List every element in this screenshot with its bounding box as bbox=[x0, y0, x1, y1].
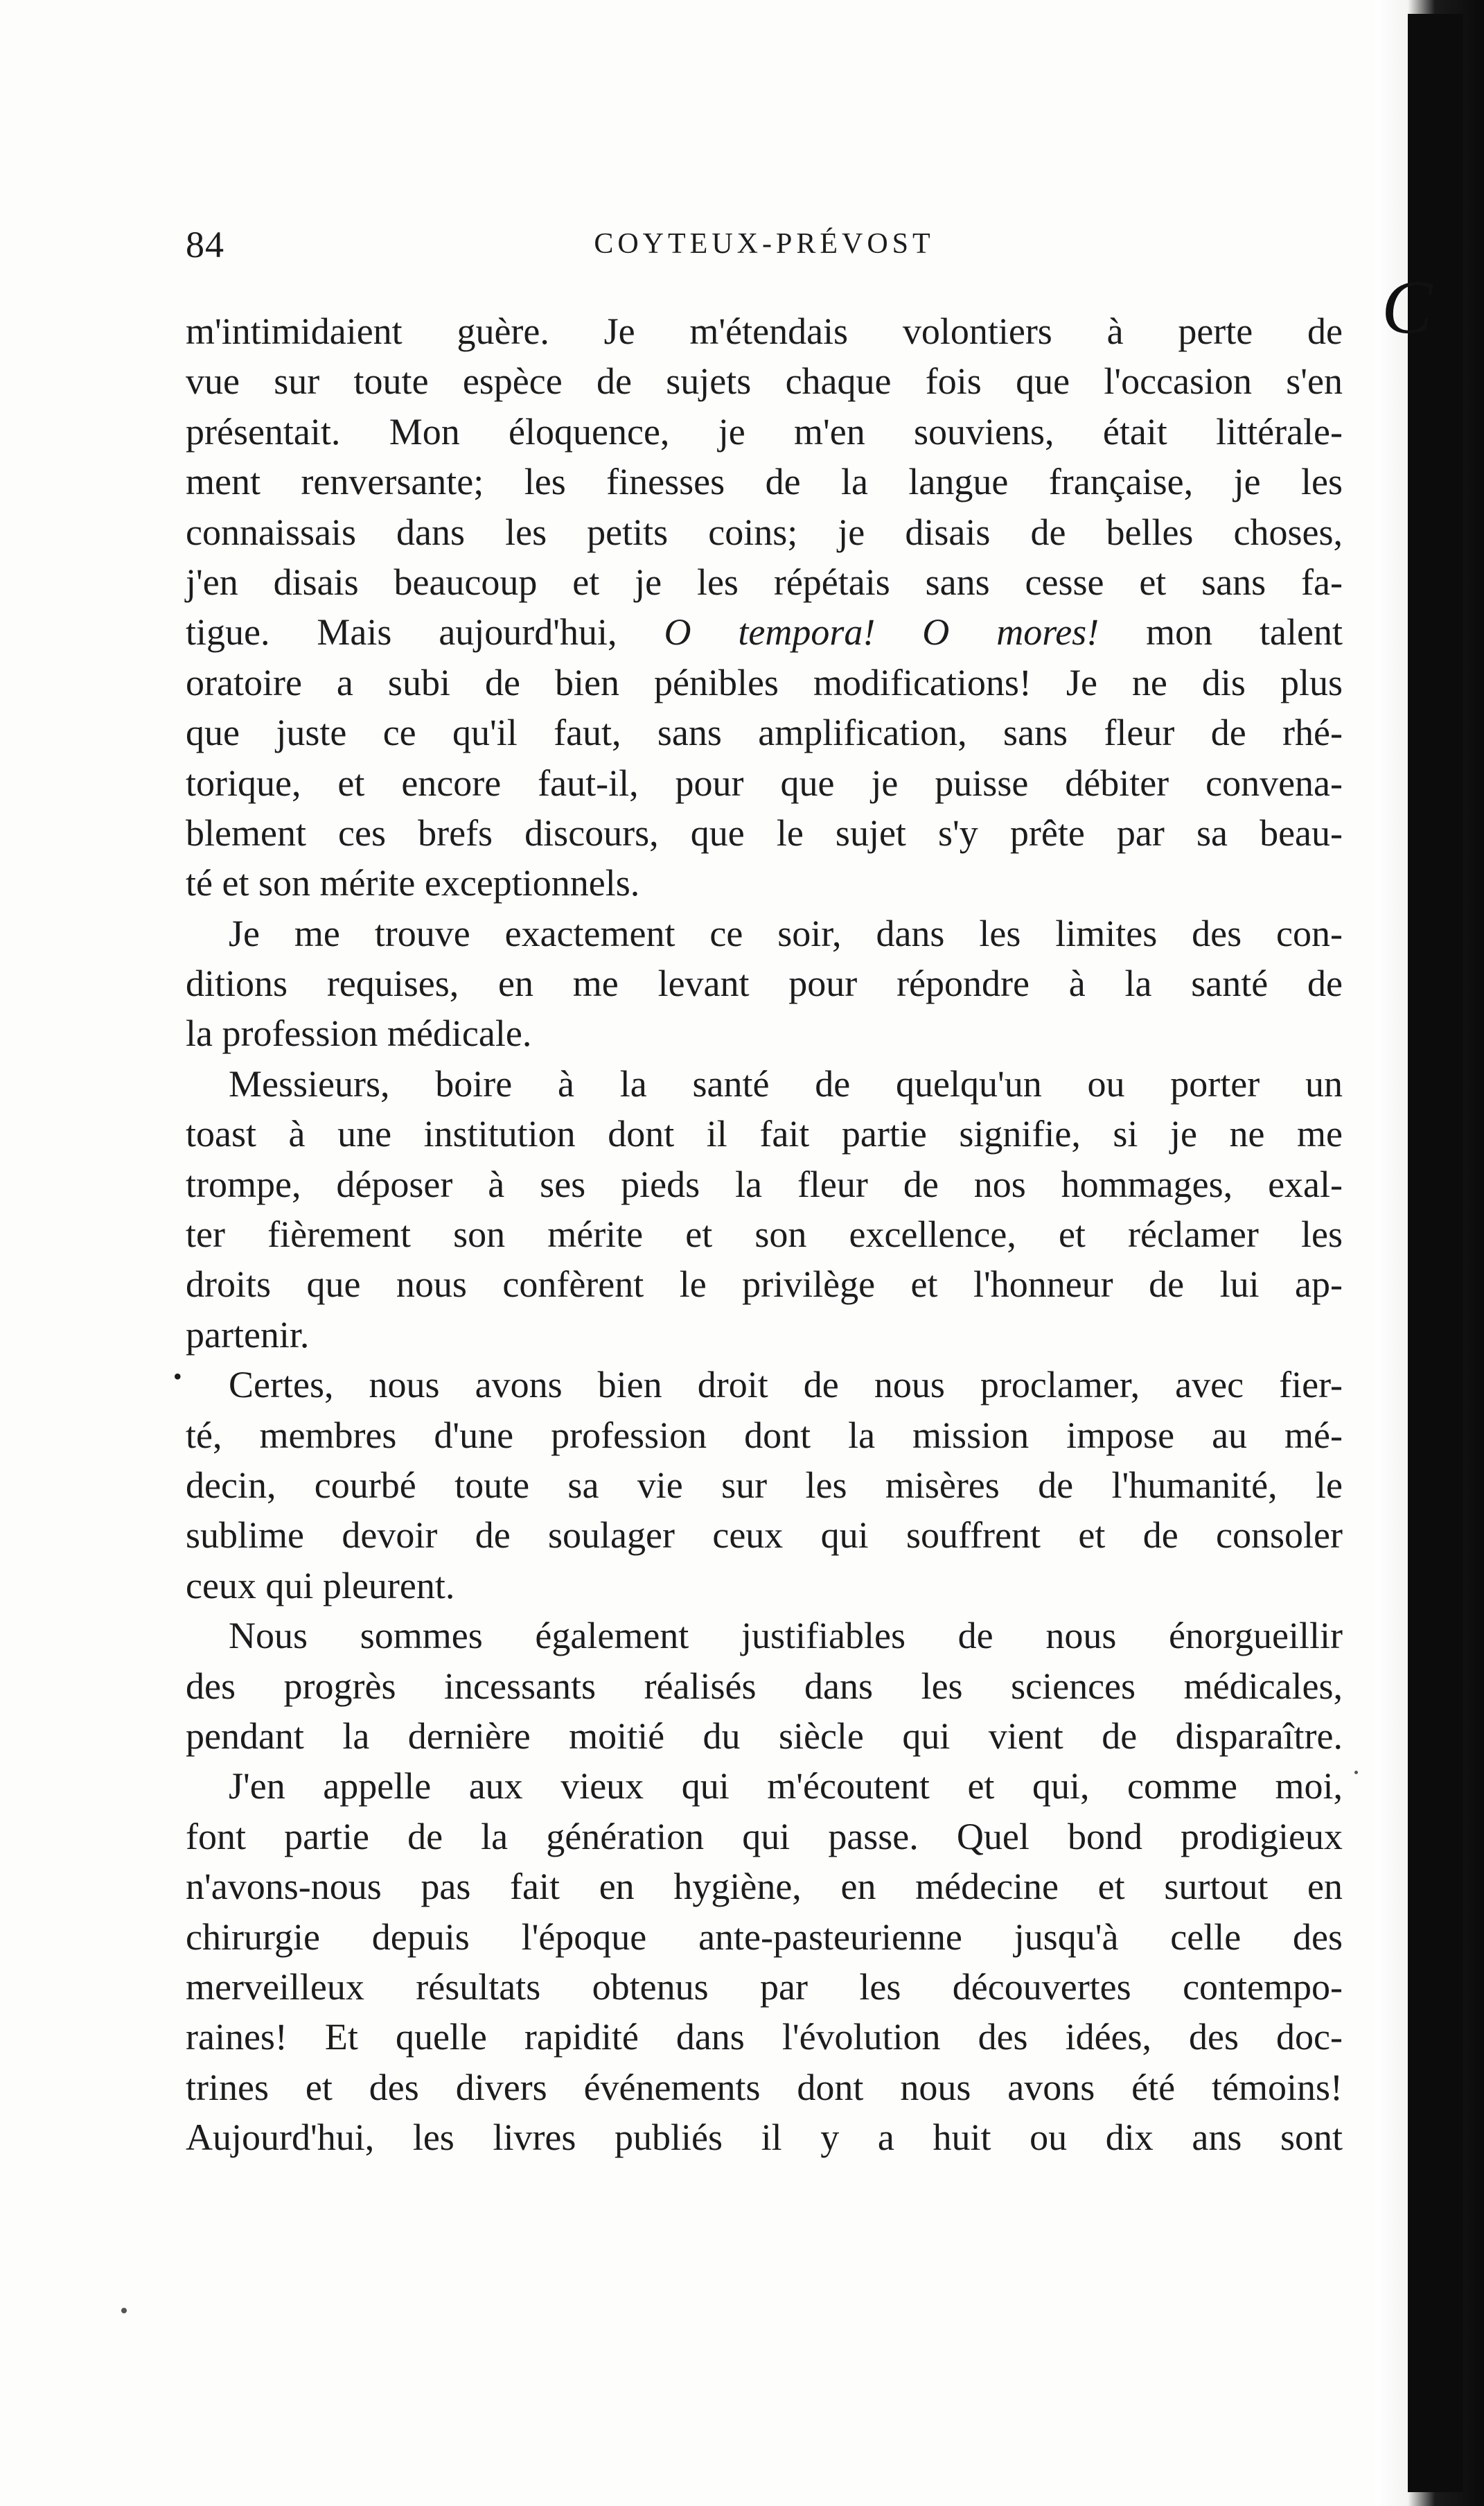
binding-edge-dark bbox=[1408, 14, 1463, 2492]
text-line: torique, et encore faut-il, pour que je puisse débiter convena- bbox=[186, 762, 1343, 804]
text-line: ceux qui pleurent. bbox=[186, 1564, 455, 1606]
text-line: connaissais dans les petits coins; je disais de belles choses, bbox=[186, 511, 1343, 553]
latin-quote: O tempora! O mores! bbox=[664, 611, 1099, 654]
text-line: blement ces brefs discours, que le sujet s'y prête par sa beau- bbox=[186, 812, 1343, 854]
running-title: COYTEUX-PRÉVOST bbox=[594, 228, 935, 260]
text-line: ment renversante; les finesses de la langue française, je les bbox=[186, 461, 1343, 503]
text-line: m'intimidaient guère. Je m'étendais volontiers à perte de bbox=[186, 310, 1343, 352]
text-run: mon talent bbox=[1099, 611, 1343, 654]
text-line: sublime devoir de soulager ceux qui souffrent et de consoler bbox=[186, 1514, 1343, 1557]
text-line: merveilleux résultats obtenus par les découvertes contempo- bbox=[186, 1965, 1343, 2008]
edge-letter-fragment bbox=[1379, 263, 1433, 349]
text-line: droits que nous confèrent le privilège et l'honneur de lui ap- bbox=[186, 1263, 1343, 1306]
text-line: vue sur toute espèce de sujets chaque fois que l'occasion s'en bbox=[186, 360, 1343, 403]
text-line: té et son mérite exceptionnels. bbox=[186, 862, 640, 904]
text-line: Aujourd'hui, les livres publiés il y a huit ou dix ans sont bbox=[186, 2117, 1343, 2159]
text-line bbox=[186, 607, 1343, 657]
text-line: Messieurs, boire à la santé de quelqu'un ou porter un bbox=[229, 1062, 1343, 1105]
margin-bullet: • bbox=[173, 1362, 182, 1390]
text-line: raines! Et quelle rapidité dans l'évolution des idées, des doc- bbox=[186, 2016, 1343, 2058]
text-line: ditions requises, en me levant pour répondre à la santé de bbox=[186, 963, 1343, 1005]
body-text bbox=[186, 306, 1343, 2162]
text-line: j'en disais beaucoup et je les répétais sans cesse et sans fa- bbox=[186, 561, 1343, 603]
text-line: té, membres d'une profession dont la mission impose au mé- bbox=[186, 1414, 1343, 1456]
text-line: ter fièrement son mérite et son excellence, et réclamer les bbox=[186, 1213, 1343, 1256]
text-line: font partie de la génération qui passe. Quel bond prodigieux bbox=[186, 1815, 1343, 1857]
text-line: decin, courbé toute sa vie sur les misères de l'humanité, le bbox=[186, 1464, 1343, 1506]
text-line: présentait. Mon éloquence, je m'en souviens, était littérale- bbox=[186, 410, 1343, 453]
text-line: oratoire a subi de bien pénibles modifications! Je ne dis plus bbox=[186, 661, 1343, 703]
text-line: trompe, déposer à ses pieds la fleur de nos hommages, exal- bbox=[186, 1163, 1343, 1205]
text-line: n'avons-nous pas fait en hygiène, en médecine et surtout en bbox=[186, 1866, 1343, 1908]
text-line: Je me trouve exactement ce soir, dans les limites des con- bbox=[229, 912, 1343, 954]
text-line: que juste ce qu'il faut, sans amplification, sans fleur de rhé- bbox=[186, 712, 1343, 754]
text-line: pendant la dernière moitié du siècle qui vient de disparaître. bbox=[186, 1715, 1343, 1757]
ink-speck bbox=[1354, 1771, 1358, 1774]
text-line: partenir. bbox=[186, 1313, 310, 1356]
ink-speck bbox=[121, 2308, 127, 2313]
text-run: tigue. Mais aujourd'hui, bbox=[186, 611, 664, 654]
text-line: Certes, nous avons bien droit de nous proclamer, avec fier- bbox=[229, 1364, 1343, 1406]
text-line: chirurgie depuis l'époque ante-pasteurienne jusqu'à celle des bbox=[186, 1916, 1343, 1958]
text-line: la profession médicale. bbox=[186, 1013, 532, 1055]
text-line: toast à une institution dont il fait partie signifie, si je ne me bbox=[186, 1113, 1343, 1155]
page-number: 84 bbox=[186, 224, 224, 265]
text-line: J'en appelle aux vieux qui m'écoutent et qui, comme moi, bbox=[229, 1765, 1343, 1807]
text-line: des progrès incessants réalisés dans les sciences médicales, bbox=[186, 1665, 1343, 1707]
edge-letter-text: C bbox=[1381, 265, 1433, 349]
text-line: trines et des divers événements dont nous avons été témoins! bbox=[186, 2066, 1343, 2108]
running-head bbox=[186, 223, 1343, 279]
text-line: Nous sommes également justifiables de nous énorgueillir bbox=[229, 1615, 1343, 1657]
